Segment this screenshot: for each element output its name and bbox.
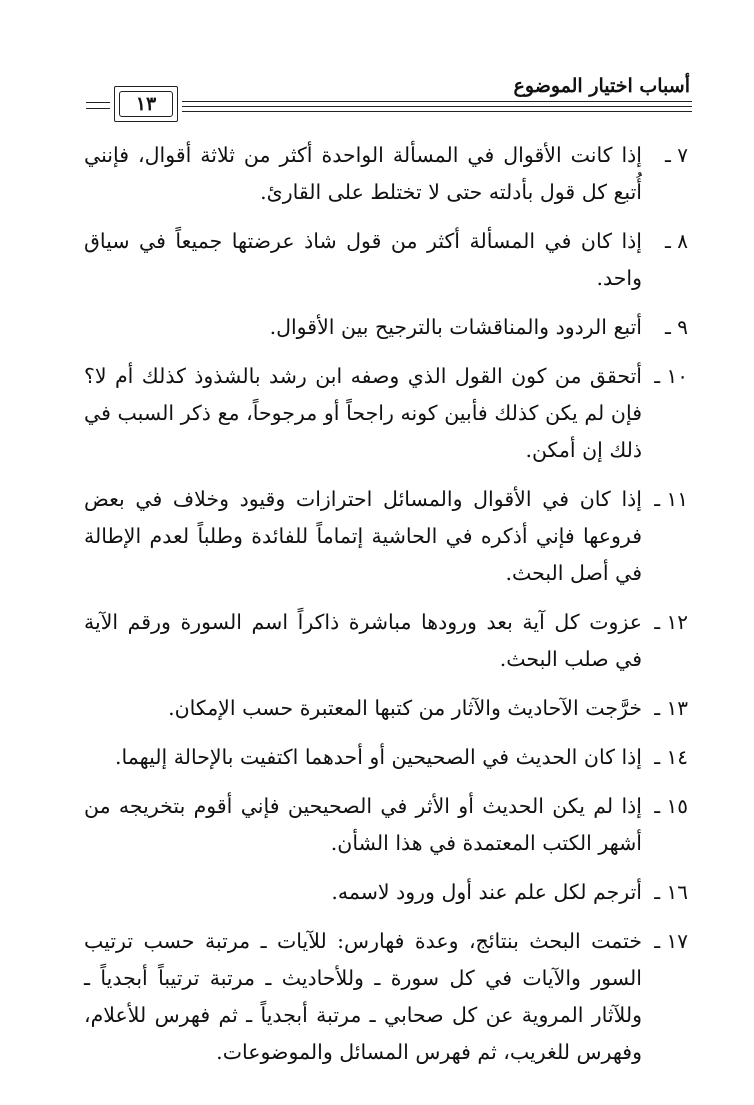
list-item bbox=[84, 739, 688, 776]
page-number-frame bbox=[114, 86, 178, 122]
list-item bbox=[84, 923, 688, 1071]
item-text: إذا لم يكن الحديث أو الأثر في الصحيحين فإني أقوم بتخريجه من أشهر الكتب المعتمدة في هذا الشأن. bbox=[84, 794, 642, 855]
list-item bbox=[84, 223, 688, 297]
item-text: إذا كان الحديث في الصحيحين أو أحدهما اكتفيت بالإحالة إليهما. bbox=[115, 745, 642, 769]
item-number: ١٤ ـ bbox=[654, 745, 688, 769]
item-number: ١٠ ـ bbox=[654, 364, 688, 388]
item-number: ١٦ ـ bbox=[654, 880, 688, 904]
list-item bbox=[84, 358, 688, 469]
list-item bbox=[84, 690, 688, 727]
header-rule bbox=[182, 111, 692, 112]
item-text: عزوت كل آية بعد ورودها مباشرة ذاكراً اسم السورة ورقم الآية في صلب البحث. bbox=[84, 610, 642, 671]
page-number: ١٣ bbox=[119, 91, 173, 117]
item-text: إذا كانت الأقوال في المسألة الواحدة أكثر من ثلاثة أقوال، فإنني أُتبع كل قول بأدلته حتى لا تختلط على القارئ. bbox=[84, 143, 642, 204]
header-rule bbox=[182, 101, 692, 102]
list-item bbox=[84, 481, 688, 592]
item-number: ٧ ـ bbox=[665, 143, 688, 167]
list-item bbox=[84, 788, 688, 862]
item-text: أتبع الردود والمناقشات بالترجيح بين الأقوال. bbox=[269, 315, 642, 339]
list-item bbox=[84, 137, 688, 211]
item-text: أترجم لكل علم عند أول ورود لاسمه. bbox=[331, 880, 642, 904]
header-rule bbox=[182, 106, 692, 107]
item-number: ١٥ ـ bbox=[654, 794, 688, 818]
item-text: أتحقق من كون القول الذي وصفه ابن رشد بالشذوذ كذلك أم لا؟ فإن لم يكن كذلك فأبين كونه راجحاً أو مرجوحاً، مع ذكر السبب في ذلك إن أمكن. bbox=[84, 364, 642, 462]
item-number: ٨ ـ bbox=[665, 229, 688, 253]
item-number: ١١ ـ bbox=[654, 487, 688, 511]
item-text: إذا كان في الأقوال والمسائل احترازات وقيود وخلاف في بعض فروعها فإني أذكره في الحاشية إتماماً للفائدة وطلباً لعدم الإطالة في أصل البحث. bbox=[84, 487, 642, 585]
list-item bbox=[84, 309, 688, 346]
item-number: ٩ ـ bbox=[665, 315, 688, 339]
item-number: ١٢ ـ bbox=[654, 610, 688, 634]
item-text: إذا كان في المسألة أكثر من قول شاذ عرضتها جميعاً في سياق واحد. bbox=[84, 229, 642, 290]
header-rule-left bbox=[86, 102, 110, 103]
item-number: ١٧ ـ bbox=[654, 929, 688, 953]
list-item bbox=[84, 604, 688, 678]
item-text: ختمت البحث بنتائج، وعدة فهارس: للآيات ـ مرتبة حسب ترتيب السور والآيات في كل سورة ـ وللأحاديث ـ مرتبة ترتيباً أبجدياً ـ وللآثار المروية عن كل صحابي ـ مرتبة أبجدياً ـ ثم فهرس للأعلام، وفهرس للغريب، ثم فهرس المسائل والموضوعات. bbox=[84, 929, 643, 1064]
list-item bbox=[84, 874, 688, 911]
item-text: خرَّجت الآحاديث والآثار من كتبها المعتبرة حسب الإمكان. bbox=[168, 696, 642, 720]
running-header-title: أسباب اختيار الموضوع bbox=[513, 75, 690, 97]
header-rule-left bbox=[86, 108, 110, 109]
methodology-list bbox=[84, 137, 688, 1083]
item-number: ١٣ ـ bbox=[654, 696, 688, 720]
